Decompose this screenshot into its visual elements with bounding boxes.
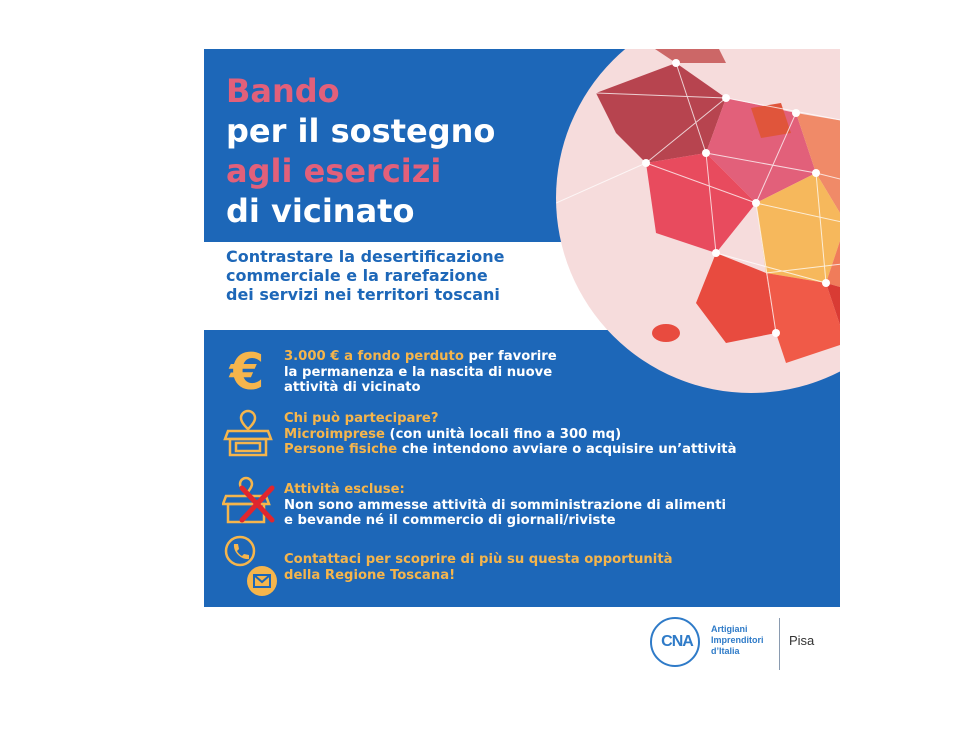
phone-icon [224, 535, 256, 567]
funding-text [284, 349, 557, 396]
funding-line-1: per favorire [463, 349, 557, 364]
subtitle-line-1: Contrastare la desertificazione [226, 247, 505, 266]
eligibility-heading: Chi può partecipare? [284, 411, 439, 426]
poster [204, 49, 840, 607]
tuscany-map-circle [556, 49, 840, 393]
subtitle-line-2: commerciale e la rarefazione [226, 266, 488, 285]
svg-text:€: € [229, 345, 265, 395]
eligibility-text [284, 411, 736, 458]
excluded-shop-icon [222, 476, 278, 526]
exclusions-text [284, 482, 726, 529]
logo-line-2: Imprenditori [711, 635, 764, 645]
contact-item [222, 535, 822, 599]
logo-divider [779, 618, 780, 670]
tuscany-map-graphic [556, 49, 840, 393]
title-line-4: di vicinato [226, 192, 415, 230]
logo-city: Pisa [789, 633, 815, 648]
cna-badge [650, 617, 700, 667]
contact-text [284, 552, 673, 583]
exclusions-line-1: Non sono ammesse attività di somministrazione di alimenti [284, 497, 727, 513]
exclusions-item [222, 476, 822, 532]
exclusions-line-2: e bevande né il commercio di giornali/riviste [284, 513, 616, 528]
persone-fisiche-label: Persone fisiche [284, 442, 398, 457]
mail-icon [246, 565, 278, 597]
title-line-2: per il sostegno [226, 112, 496, 150]
funding-line-3: attività di vicinato [284, 380, 421, 395]
cna-logo-text: CNA [661, 633, 693, 650]
logo-line-3: d’Italia [711, 646, 740, 656]
funding-line-2: la permanenza e la nascita di nuove [284, 364, 553, 380]
persone-fisiche-detail: che intendono avviare o acquisire un’attività [397, 442, 737, 457]
contact-line-2: della Regione Toscana! [284, 567, 456, 583]
subtitle-line-3: dei servizi nei territori toscani [226, 285, 500, 304]
poster-title [226, 71, 495, 231]
shop-location-icon [222, 409, 274, 457]
euro-icon [226, 345, 268, 395]
funding-amount: 3.000 € a fondo perduto [284, 349, 464, 364]
logo-line-1: Artigiani [711, 624, 748, 634]
funding-item [222, 345, 822, 405]
eligibility-item [222, 409, 822, 469]
title-line-3: agli esercizi [226, 152, 442, 190]
microimprese-label: Microimprese [284, 426, 385, 442]
cna-pisa-logo [650, 614, 850, 674]
microimprese-detail: (con unità locali fino a 300 mq) [384, 426, 622, 442]
exclusions-heading: Attività escluse: [284, 482, 405, 497]
contact-line-1: Contattaci per scoprire di più su questa opportunità [284, 552, 673, 567]
title-line-1: Bando [226, 72, 340, 110]
poster-subtitle [226, 247, 566, 304]
